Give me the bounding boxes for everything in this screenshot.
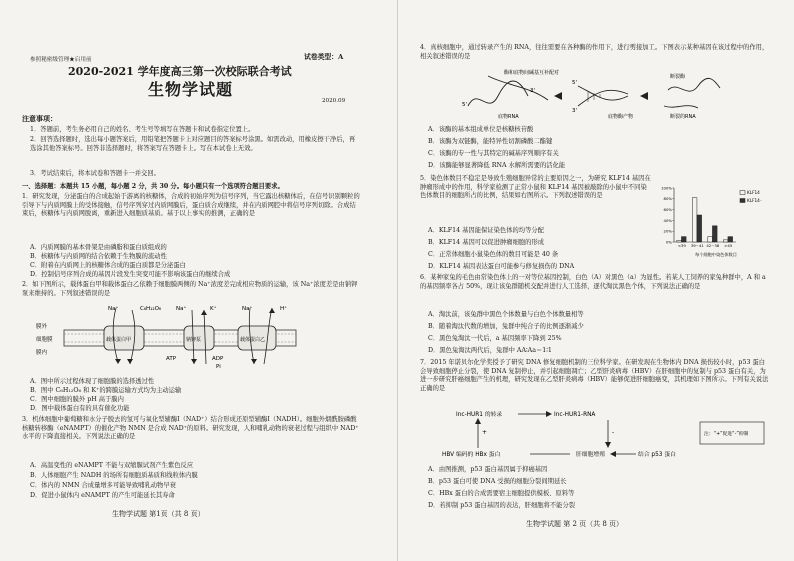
q1-option-d: D．控制信号序列合成的基因片段发生突变可能不影响该蛋白的继续合成 bbox=[30, 271, 231, 278]
section-1-heading: 一、选择题：本题共 15 小题，每小题 2 分，共 30 分。每小题只有一个选项符合题目要求。 bbox=[22, 183, 284, 190]
q4-option-c: C．该酶的专一性与其特定的碱基序列顺序有关 bbox=[428, 150, 559, 157]
q2-option-a: A．图中所示过程体现了细胞膜的选择透过性 bbox=[30, 378, 155, 385]
q5-stem: 5．染色体数目不稳定是导致生殖细胞异常的主要原因之一，为研究 KLF14 基因在肿瘤形成中的作用，科学家检测了正常小鼠和 KLF14 基因被敲除的小鼠中不同染色体数目的细胞所占的比例，结果如右图所示。下列叙述错误的是 bbox=[420, 175, 651, 200]
chart-x-axis-label: 每个细胞中染色体数目 bbox=[695, 252, 737, 257]
q1-stem: 1．研究发现，分泌蛋白的合成起始于游离的核糖体，合成的初始序列为信号序列，当它露出核糖体后，在信号识别颗粒的引导下与内质网膜上的受体接触，信号序列穿过内质网膜后，蛋白质合成继续，并在内质网腔中将信号序列切除。合成结束后，核糖体与内质网脱离，重新进入细胞质基质。基于以上事实的推测，正确的是 bbox=[22, 193, 360, 218]
notice-heading: 注意事项： bbox=[22, 114, 57, 123]
chart-y-tick-label: 0% bbox=[665, 239, 672, 245]
fig-label-na-3: Na⁺ bbox=[242, 306, 253, 312]
chromosome-count-chart bbox=[656, 182, 776, 258]
q5-option-b: B．KLF14 基因可以促进肿瘤细胞的形成 bbox=[428, 239, 545, 246]
fig-label-pi: Pi bbox=[216, 364, 221, 370]
chart-y-tick-label: 20% bbox=[663, 228, 672, 234]
q3-option-c: C．体内的 NMN 合成量增多可能导致哺乳动物早衰 bbox=[30, 482, 176, 489]
q6-option-b: B．随着淘汰代数的增加，兔群中纯合子的比例逐渐减少 bbox=[428, 323, 584, 330]
hbv-pathway-diagram bbox=[438, 404, 768, 464]
q4-label-cut-enzyme: 断裂酶 bbox=[670, 74, 686, 80]
q4-label-3p-2: 3' bbox=[572, 108, 578, 114]
chart-legend-label: KLF14⁻ bbox=[747, 198, 763, 203]
fig-label-membrane: 细胞膜 bbox=[36, 337, 53, 343]
chart-bar bbox=[708, 237, 713, 242]
q7-legend-text: 注：“+”促进“-”抑制 bbox=[704, 432, 749, 437]
q4-option-b: B．该酶为双链酶，能特异性切割磷酸二酯键 bbox=[428, 138, 553, 145]
fig-label-outside: 膜外 bbox=[36, 324, 48, 330]
chart-y-tick-label: 40% bbox=[663, 217, 672, 223]
chart-y-tick-label: 60% bbox=[663, 207, 672, 212]
q4-label-3p-1: 3' bbox=[530, 88, 536, 94]
q3-option-d: D．促进小鼠体内 eNAMPT 的产生可能延长其寿命 bbox=[30, 492, 175, 499]
ribozyme-diagram bbox=[458, 66, 728, 122]
fig-label-carrier-b: 载体蛋白乙 bbox=[240, 337, 266, 343]
fig-label-na-2: Na⁺ bbox=[176, 306, 187, 312]
q7-option-c: C．HBx 蛋白的合成需要宿主细胞提供模板、原料等 bbox=[428, 490, 575, 497]
svg-text:-: - bbox=[612, 429, 615, 436]
q5-option-c: C．正常体细胞小鼠染色体的数目可能是 40 条 bbox=[428, 251, 559, 258]
chart-x-tick-label: 39~41 bbox=[690, 243, 704, 248]
chart-bar bbox=[712, 226, 717, 242]
fig-label-carrier-a: 载体蛋白甲 bbox=[106, 337, 132, 343]
chart-bar bbox=[692, 198, 697, 242]
chart-y-tick-label: 100% bbox=[661, 185, 672, 191]
fig-label-adp: ADP bbox=[212, 356, 224, 362]
svg-text:+: + bbox=[482, 429, 488, 436]
subject-title: 生物学试题 bbox=[148, 80, 234, 99]
q3-option-b: B．人体细胞产生 NADH 的场所有细胞质基质和线粒体内膜 bbox=[30, 472, 198, 479]
q7-node-hbx: HBV 编码的 HBx 蛋白 bbox=[442, 452, 501, 458]
paper-type: 试卷类型：A bbox=[304, 53, 344, 61]
chart-bar bbox=[697, 215, 702, 242]
q1-option-a: A．内质网膜的基本骨架是由磷脂和蛋白质组成的 bbox=[30, 244, 167, 251]
q1-option-c: C．附着在内质网上的核糖体合成的蛋白质都是分泌蛋白 bbox=[30, 262, 186, 269]
page-2 bbox=[398, 0, 794, 561]
q7-node-rna: Inc-HUR1-RNA bbox=[554, 412, 596, 418]
q7-option-a: A．由图推测，p53 蛋白基因属于抑癌基因 bbox=[428, 466, 548, 473]
page-1-footer: 生物学试题 第1页（共 8 页） bbox=[112, 510, 205, 518]
chart-legend-label: KLF14 bbox=[747, 190, 760, 195]
q2-option-d: D．图中载体蛋白有的具有催化功能 bbox=[30, 405, 130, 412]
q7-node-proliferation: 肝细胞增殖 bbox=[576, 452, 605, 458]
q4-label-cut-rna: 断裂的RNA bbox=[670, 114, 696, 120]
q2-option-c: C．图中细胞的膜外 pH 高于膜内 bbox=[30, 396, 124, 403]
q2-stem: 2．如下图所示，载体蛋白甲和载体蛋白乙依赖于细胞膜两侧的 Na⁺浓度差完成相应物质的运输，该 Na⁺浓度差是由钠钾泵来维持的。下列叙述错误的是 bbox=[22, 281, 358, 297]
chart-bar bbox=[681, 237, 686, 242]
q4-label-5p-1: 5' bbox=[462, 102, 468, 108]
q4-label-pairing: 酶和底物间碱基互补配对 bbox=[504, 70, 560, 76]
fig-label-atp: ATP bbox=[166, 356, 177, 362]
fig-label-h: H⁺ bbox=[280, 306, 288, 312]
notice-3: 3．考试结束后，将本试卷和答题卡一并交回。 bbox=[30, 170, 160, 177]
chart-x-tick-label: <39 bbox=[677, 243, 686, 248]
confidential-mark: 参照秘密级管理★启用前 bbox=[30, 57, 92, 63]
q7-node-transcription: Inc-HUR1 的转录 bbox=[456, 412, 503, 418]
exam-date: 2020.09 bbox=[322, 98, 346, 104]
notice-1: 1．答题前，考生务必用自己的姓名、考生号等填写在答题卡和试卷指定位置上。 bbox=[30, 126, 255, 133]
fig-label-glucose: C₆H₁₂O₆ bbox=[140, 306, 162, 312]
chart-x-tick-label: 42~38 bbox=[706, 243, 720, 248]
exam-title: 2020-2021 学年度高三第一次校际联合考试 bbox=[68, 65, 292, 78]
q7-node-p53: 结合 p53 蛋白 bbox=[638, 452, 676, 458]
notice-2: 2．回答选择题时，选出每小题答案后，用铅笔把答题卡上对应题目的答案标号涂黑。如需改动，用橡皮擦干净后，再选涂其他答案标号。回答非选择题时，将答案写在答题卡上。写在本试卷上无效。 bbox=[30, 136, 356, 152]
chart-bar bbox=[728, 237, 733, 242]
chart-legend-swatch bbox=[740, 191, 745, 195]
q7-option-b: B．p53 蛋白可使 DNA 受损的细胞分裂间期延长 bbox=[428, 478, 567, 485]
page-2-footer: 生物学试题 第 2 页（共 8 页） bbox=[526, 520, 624, 528]
q3-stem: 3．机体细胞中葡萄糖和水分子脱去的氢可与氧化型辅酶Ⅰ（NAD⁺）结合形成还原型辅酶Ⅰ（NADH）。细胞外烟酰胺磷酸核糖转移酶（eNAMPT）的催化产物 NMN 是合成 NAD⁺的原料。研究发现，人和哺乳动物的衰老过程与组织中 NAD⁺水平的下降直接相关。下列说法正确的是 bbox=[22, 416, 359, 441]
chart-x-tick-label: >45 bbox=[724, 243, 733, 248]
chart-bar bbox=[723, 240, 728, 242]
q7-option-d: D．若抑制 p53 蛋白基因的表达，肝细胞将不能分裂 bbox=[428, 502, 576, 509]
fig-label-pump: 钠钾泵 bbox=[186, 337, 202, 343]
q4-label-5p-2: 5' bbox=[572, 80, 578, 86]
q7-stem: 7．2015 年诺贝尔化学奖授予了研究 DNA 修复细胞机制的三位科学家。在研发现在生物体内 DNA 损伤较小时，p53 蛋白会导致细胞停止分裂，使 DNA 复制停止，并引起细胞凋亡；乙型肝炎病毒（HBV）在肝细胞中的复制与 p53 蛋白有关，为进一步研究肝癌细胞产生的机理，研究发现在乙型肝炎病毒（HBV）能够促进肝细胞癌变，其机理如下图所示。下列有关说法正确的是 bbox=[420, 359, 769, 392]
fig-label-na-1: Na⁺ bbox=[108, 306, 119, 312]
q4-stem: 4．真核细胞中，通过转录产生的 RNA，往往需要在各种酶的作用下，进行剪接加工。下图表示某种基因在该过程中的作用，相关叙述错误的是 bbox=[420, 44, 769, 60]
chart-legend-swatch bbox=[740, 199, 745, 203]
q2-option-b: B．图中 C₆H₁₂O₆ 和 K⁺的跨膜运输方式均为主动运输 bbox=[30, 387, 182, 394]
q3-option-a: A．高温变性的 eNAMPT 不能与双缩脲试剂产生紫色反应 bbox=[30, 462, 194, 469]
q4-label-complex: 底物酶产物 bbox=[608, 114, 634, 120]
q1-option-b: B．核糖体与内质网的结合依赖于生物膜的流动性 bbox=[30, 253, 167, 260]
chart-bar bbox=[677, 240, 682, 242]
membrane-transport-diagram bbox=[36, 302, 306, 374]
q4-option-a: A．该酶的基本组成单位是核糖核苷酸 bbox=[428, 126, 534, 133]
q6-stem: 6．某种家兔的毛色由常染色体上的一对等位基因控制，白色（A）对黑色（a）为显性。若某人工饲养的家兔种群中，A 和 a 的基因频率各占 50%，现让该兔群随机交配并进行人工选择，逐代淘汰黑色个体，下列说法正确的是 bbox=[420, 274, 766, 290]
chart-y-tick-label: 80% bbox=[663, 196, 672, 202]
q4-label-substrate: 底物RNA bbox=[498, 114, 519, 120]
q4-option-d: D．该酶能够显著降低 RNA 水解所需要的活化能 bbox=[428, 162, 566, 169]
q5-option-a: A．KLF14 基因能保证染色体的均等分配 bbox=[428, 227, 544, 234]
q6-option-d: D．黑色兔淘汰两代后，兔群中 AA∶Aa＝1∶1 bbox=[428, 347, 552, 354]
q6-option-a: A．淘汰前，该兔群中黑色个体数量与白色个体数量相等 bbox=[428, 311, 584, 318]
q5-option-d: D．KLF14 基因表达蛋白可能参与修复损伤的 DNA bbox=[428, 263, 575, 270]
fig-label-inside: 膜内 bbox=[36, 350, 48, 356]
fig-label-k: K⁺ bbox=[210, 306, 217, 312]
q6-option-c: C．黑色兔淘汰一代后，a 基因频率下降到 25% bbox=[428, 335, 562, 342]
